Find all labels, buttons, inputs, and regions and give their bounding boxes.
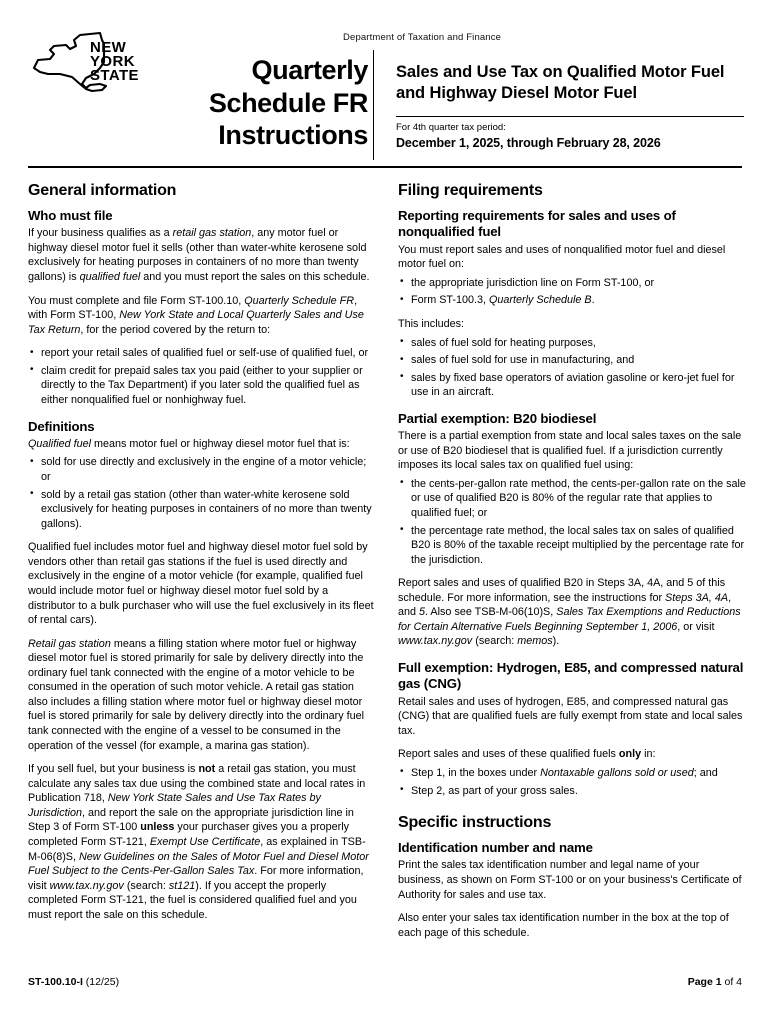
form-title-line-2: Schedule FR xyxy=(208,87,368,118)
wmf-p1-italic-1: retail gas station xyxy=(172,227,252,240)
partial-exemption-paragraph-2 xyxy=(398,576,746,649)
right-column xyxy=(398,182,746,949)
nrgs-italic-exempt-use: Exempt Use Certificate xyxy=(149,835,261,848)
department-line: Department of Taxation and Finance xyxy=(343,32,502,43)
qualified-fuel-definition xyxy=(28,437,376,452)
qualified-fuel-text: means motor fuel or highway diesel motor fuel that is: xyxy=(91,437,350,450)
nrgs-post: ). If you accept the properly completed Form ST-121, the fuel is considered qualified fuel and you must report the sale on this schedule. xyxy=(28,879,357,921)
ny-state-logo xyxy=(28,26,168,110)
nonqualified-fuel-heading: Reporting requirements for sales and uses of nonqualified fuel xyxy=(398,208,676,240)
page-footer xyxy=(28,976,742,988)
pe-p2-mid-1: , and xyxy=(398,591,732,619)
pe-italic-steps: Steps 3A, 4A xyxy=(665,591,729,604)
nonqualified-paragraph-1: You must report sales and uses of nonqualified motor fuel and diesel motor fuel on: xyxy=(398,243,726,271)
form-title-block xyxy=(168,26,382,152)
list-item: • sold for use directly and exclusively in the engine of a motor vehicle; or xyxy=(28,455,376,484)
footer-page-number xyxy=(688,976,742,988)
who-must-file-heading: Who must file xyxy=(28,208,113,223)
svg-text:STATE: STATE xyxy=(90,67,139,84)
fe-p2-post: in: xyxy=(641,748,656,761)
nrgs-mid-6: (search: xyxy=(123,879,169,892)
fe-p2-pre: Report sales and uses of these qualified fuels xyxy=(398,748,619,761)
list-item: • the appropriate jurisdiction line on Form ST-100, or xyxy=(398,276,746,291)
partial-exemption-bullets xyxy=(398,477,746,567)
footer-form-id xyxy=(28,976,119,988)
nonqualified-paragraph-2: This includes: xyxy=(398,317,465,330)
nrgs-italic-pub718-title: New York State Sales and Use Tax Rates by Jurisdiction xyxy=(28,792,321,819)
content-columns xyxy=(28,182,746,949)
list-item: • sales of fuel sold for use in manufacturing, and xyxy=(398,353,746,368)
svg-text:YORK: YORK xyxy=(90,53,135,70)
fe-bold-only: only xyxy=(618,748,642,761)
qualified-fuel-includes-paragraph: Qualified fuel includes motor fuel and highway diesel motor fuel sold by vendors other than retail gas stations if the fuel is used directly and exclusively in the engine of a motor vehicle (for example, qualified fuel would include motor fuel or highway diesel motor fuel sold by a distributor to a bulk purchaser who will use the fuel exclusively in its fleet of rental cars). xyxy=(28,541,374,627)
nrgs-pre: If you sell fuel, but your business is xyxy=(28,763,199,776)
partial-exemption-heading: Partial exemption: B20 biodiesel xyxy=(398,410,597,426)
header-bottom-rule xyxy=(28,166,742,168)
list-item: • sold by a retail gas station (other than water-white kerosene sold exclusively for heating purposes in containers of no more than twenty gallons). xyxy=(28,488,376,532)
nrgs-mid-3: your purchaser gives you a properly completed Form ST-121, xyxy=(28,821,350,848)
partial-exemption-paragraph-1: There is a partial exemption from state and local sales taxes on the sale or use of B20 biodiesel that is qualified fuel. If a jurisdiction currently imposes its local sales tax on qualified fuel using: xyxy=(398,430,742,472)
svg-text:NEW: NEW xyxy=(90,39,127,56)
list-item: • sales by fixed base operators of aviation gasoline or kero-jet fuel for use in an aircraft. xyxy=(398,371,746,400)
pe-p2-mid-3: , or visit xyxy=(677,620,715,633)
who-must-file-bullets xyxy=(28,346,376,407)
retail-gas-station-text: means a filling station where motor fuel or highway diesel motor fuel is stored primarily for sale by delivery directly into the ordinary fuel tank connected with the engine of a motor vehicle to be consumed in the operation of such motor vehicle. A retail gas station also includes a filling station where motor fuel or highway diesel motor fuel is stored primarily for sale by delivery directly into the ordinary fuel tank connected with the engine of a vessel to be consumed in the operation of the vessel (for example, a marina gas station). xyxy=(28,637,365,752)
fe-b1-pre: Step 1, in the boxes under xyxy=(411,766,541,779)
subject-block xyxy=(396,62,746,151)
list-item: • the percentage rate method, the local sales tax on sales of qualified B20 is 80% of the taxable receipt multiplied by the percentage rate for the jurisdiction. xyxy=(398,524,746,568)
retail-gas-station-definition xyxy=(28,637,376,754)
page-total-text: of 4 xyxy=(721,976,742,988)
who-must-file-paragraph-2 xyxy=(28,294,376,338)
pe-p2-mid-2: . Also see TSB-M-06(10)S, xyxy=(425,606,557,619)
sched-b-pre: Form ST-100.3, xyxy=(411,294,490,307)
nrgs-italic-search-term: st121 xyxy=(168,879,196,892)
nrgs-italic-tsbm-title: New Guidelines on the Sales of Motor Fuel and Diesel Motor Fuel Subject to the Cents-Per-Gallon Sales Tax xyxy=(28,850,369,878)
pe-italic-step5: 5 xyxy=(419,606,426,619)
list-item: • report your retail sales of qualified fuel or self-use of qualified fuel, or xyxy=(28,346,376,361)
nrgs-bold-unless: unless xyxy=(140,821,175,834)
definitions-heading: Definitions xyxy=(28,418,95,434)
pe-p2-post: ). xyxy=(552,635,560,648)
who-must-file-paragraph-1 xyxy=(28,226,376,284)
nrgs-mid-1: a retail gas station, you must calculate any sales tax due using the combined state and local rates in Publication 718, xyxy=(28,763,366,805)
subject-title: Sales and Use Tax on Qualified Motor Fuel and Highway Diesel Motor Fuel xyxy=(396,63,725,103)
full-exemption-heading: Full exemption: Hydrogen, E85, and compressed natural gas (CNG) xyxy=(398,660,744,692)
qualified-fuel-term: Qualified fuel xyxy=(28,437,92,450)
specific-instructions-heading: Specific instructions xyxy=(398,814,552,832)
list-item: • Step 2, as part of your gross sales. xyxy=(398,784,746,799)
qualified-fuel-bullets xyxy=(28,455,376,531)
form-revision-text: (12/25) xyxy=(85,976,120,988)
identification-number-heading: Identification number and name xyxy=(398,840,593,856)
identification-paragraph-1: Print the sales tax identification number and legal name of your business, as shown on Form ST-100 or on your business's Certificate of Authority for sales and use tax. xyxy=(398,859,742,901)
pe-italic-search-term: memos xyxy=(517,635,553,648)
tax-period-value: December 1, 2025, through February 28, 2026 xyxy=(396,135,661,150)
full-exemption-paragraph-1: Retail sales and uses of hydrogen, E85, and compressed natural gas (CNG) that are qualified fuels are fully exempt from state and local sales tax. xyxy=(398,695,743,737)
list-item xyxy=(398,766,746,781)
wmf-p1-italic-2: qualified fuel xyxy=(79,271,141,284)
wmf-p2-mid: , with Form ST-100, xyxy=(28,294,358,322)
fe-b1-italic: Nontaxable gallons sold or used xyxy=(540,766,694,779)
wmf-p2-post: , for the period covered by the return to: xyxy=(80,323,271,336)
form-title-line-1: Quarterly xyxy=(251,55,368,85)
wmf-p1-pre: If your business qualifies as a xyxy=(28,227,173,240)
full-exemption-bullets xyxy=(398,766,746,798)
tax-period-label: For 4th quarter tax period: xyxy=(396,122,506,134)
pe-p2-mid-4: (search: xyxy=(472,635,518,648)
nrgs-mid-5: . For more information, visit xyxy=(28,865,364,892)
period-divider xyxy=(396,116,744,117)
not-retail-gas-station-paragraph xyxy=(28,762,376,922)
identification-paragraph-2: Also enter your sales tax identification number in the box at the top of each page of this schedule. xyxy=(398,912,729,939)
fe-b1-post: ; and xyxy=(693,766,718,779)
nonqualified-report-bullets xyxy=(398,276,746,308)
list-item: • the cents-per-gallon rate method, the cents-per-gallon rate on the sale or use of qualified B20 is 80% of the regular rate that applies to qualified fuel; or xyxy=(398,477,746,521)
left-column xyxy=(28,182,376,949)
general-information-heading: General information xyxy=(28,182,177,199)
nrgs-bold-not: not xyxy=(198,763,216,776)
wmf-p2-italic-1: Quarterly Schedule FR xyxy=(244,294,355,307)
list-item: • sales of fuel sold for heating purposes, xyxy=(398,336,746,351)
nrgs-mid-2: , and report the sale on the appropriate jurisdiction line in Step 3 of Form ST-100 xyxy=(28,806,354,834)
pe-italic-tsbm-title: Sales Tax Exemptions and Reductions for Certain Alternative Fuels Beginning September 1, 2006 xyxy=(398,606,741,633)
nrgs-italic-website: www.tax.ny.gov xyxy=(49,879,124,892)
nrgs-mid-4: , as explained in TSB-M-06(8)S, xyxy=(28,835,366,863)
header-divider xyxy=(373,50,374,160)
retail-gas-station-term: Retail gas station xyxy=(28,637,111,650)
sched-b-post: . xyxy=(591,294,595,307)
nonqualified-includes-bullets xyxy=(398,336,746,400)
wmf-p2-pre: You must complete and file Form ST-100.10, xyxy=(28,294,245,307)
document-header xyxy=(28,26,742,158)
new-york-state-outline-icon xyxy=(28,30,160,110)
form-title-line-3: Instructions xyxy=(218,120,368,151)
full-exemption-paragraph-2 xyxy=(398,747,746,762)
list-item xyxy=(398,293,746,308)
page-number-text: Page 1 xyxy=(687,976,722,988)
pe-p2-pre: Report sales and uses of qualified B20 in Steps 3A, 4A, and 5 of this schedule. For more information, see the instructions for xyxy=(398,577,726,604)
wmf-p2-italic-2: New York State and Local Quarterly Sales and Use Tax Return xyxy=(28,309,364,336)
filing-requirements-heading: Filing requirements xyxy=(398,182,543,199)
wmf-p1-post: and you must report the sales on this schedule. xyxy=(140,271,370,284)
sched-b-italic: Quarterly Schedule B xyxy=(489,294,592,307)
list-item: • claim credit for prepaid sales tax you paid (either to your supplier or directly to the Tax Department) if you later sold the qualified fuel as either nonqualified fuel or nonhighway fuel. xyxy=(28,364,376,408)
wmf-p1-mid: , any motor fuel or highway diesel motor fuel it sells (other than water-white kerosene sold exclusively for heating purposes in containers of no more than twenty gallons) is xyxy=(28,227,367,284)
form-id-text: ST-100.10-I xyxy=(28,976,83,988)
pe-italic-website: www.tax.ny.gov xyxy=(398,635,473,648)
